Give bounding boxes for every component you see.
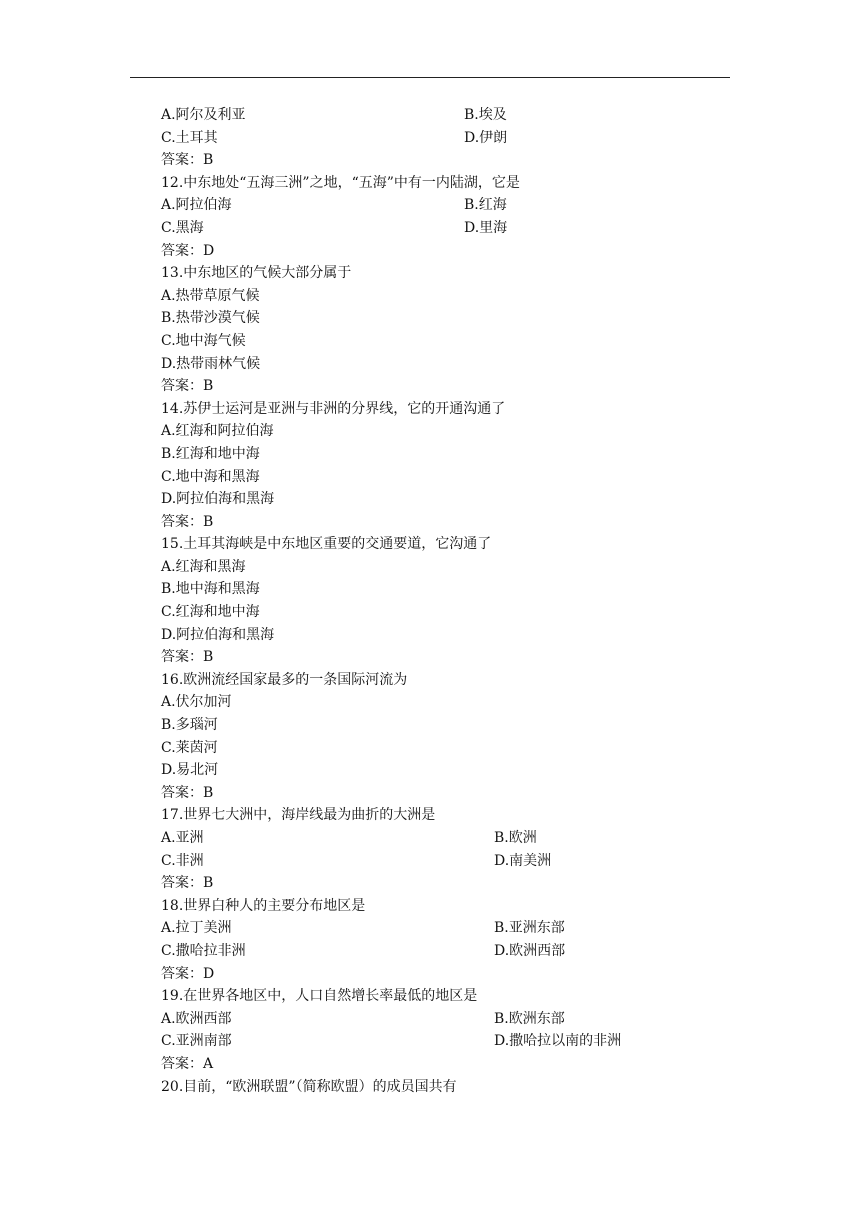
option: A.亚洲 [161,830,204,846]
option: A.阿尔及利亚 [161,107,246,123]
answer-line: 答案：B [161,784,214,801]
option: A.伏尔加河 [161,694,232,711]
option: A.欧洲西部 [161,1010,232,1027]
option: D.易北河 [161,762,219,779]
option-row [161,194,721,217]
option: A.红海和阿拉伯海 [161,423,274,440]
option: C.地中海气候 [161,332,246,349]
option: B.亚洲东部 [494,920,565,937]
answer-line: 答案：B [161,378,214,395]
option: B.欧洲东部 [494,1010,565,1027]
question-stem: 16.欧洲流经国家最多的一条国际河流为 [161,671,408,688]
answer-line: 答案：B [161,649,214,666]
option: D.南美洲 [494,852,552,869]
option: C.土耳其 [161,129,218,146]
option-row [161,940,721,963]
option-row [161,827,721,850]
option: A.热带草原气候 [161,287,260,304]
option: B.红海 [464,197,507,214]
option: C.黑海 [161,219,204,236]
option: A.拉丁美洲 [161,920,232,937]
option: C.地中海和黑海 [161,468,260,485]
option-row [161,1030,721,1053]
option: C.莱茵河 [161,739,218,756]
question-list [161,104,721,1098]
option: C.红海和地中海 [161,604,260,621]
option: D.撒哈拉以南的非洲 [494,1033,622,1050]
option: B.地中海和黑海 [161,581,260,598]
answer-line: 答案：A [161,1055,214,1072]
option: D.热带雨林气候 [161,355,261,372]
option: B.红海和地中海 [161,445,260,462]
answer-line: 答案：D [161,965,215,982]
header-rule [130,77,730,78]
answer-line: 答案：B [161,152,214,169]
option: C.撒哈拉非洲 [161,942,246,959]
option-row [161,917,721,940]
answer-line: 答案：B [161,875,214,892]
option-row [161,104,721,127]
option: D.里海 [464,219,508,236]
option: C.非洲 [161,852,204,869]
question-stem: 15.土耳其海峡是中东地区重要的交通要道，它沟通了 [161,536,492,553]
option: D.伊朗 [464,129,508,146]
question-stem: 13.中东地区的气候大部分属于 [161,265,352,282]
option: D.阿拉伯海和黑海 [161,491,275,508]
option-row [161,127,721,150]
option-row [161,850,721,873]
option: B.埃及 [464,107,507,123]
answer-line: 答案：D [161,242,215,259]
option-row [161,217,721,240]
question-stem: 14.苏伊士运河是亚洲与非洲的分界线，它的开通沟通了 [161,400,506,417]
answer-line: 答案：B [161,513,214,530]
question-stem: 20.目前，“欧洲联盟”（简称欧盟）的成员国共有 [161,1078,457,1095]
question-stem: 19.在世界各地区中，人口自然增长率最低的地区是 [161,988,478,1005]
option: D.阿拉伯海和黑海 [161,626,275,643]
question-stem: 18.世界白种人的主要分布地区是 [161,897,366,914]
option: B.欧洲 [494,830,537,846]
option: D.欧洲西部 [494,942,566,959]
option: C.亚洲南部 [161,1033,232,1050]
option: B.热带沙漠气候 [161,310,260,327]
question-stem: 17.世界七大洲中，海岸线最为曲折的大洲是 [161,807,436,824]
option: B.多瑙河 [161,717,218,734]
option: A.阿拉伯海 [161,197,232,214]
option-row [161,1008,721,1031]
question-stem: 12.中东地处“五海三洲”之地，“五海”中有一内陆湖，它是 [161,174,520,191]
option: A.红海和黑海 [161,558,246,575]
